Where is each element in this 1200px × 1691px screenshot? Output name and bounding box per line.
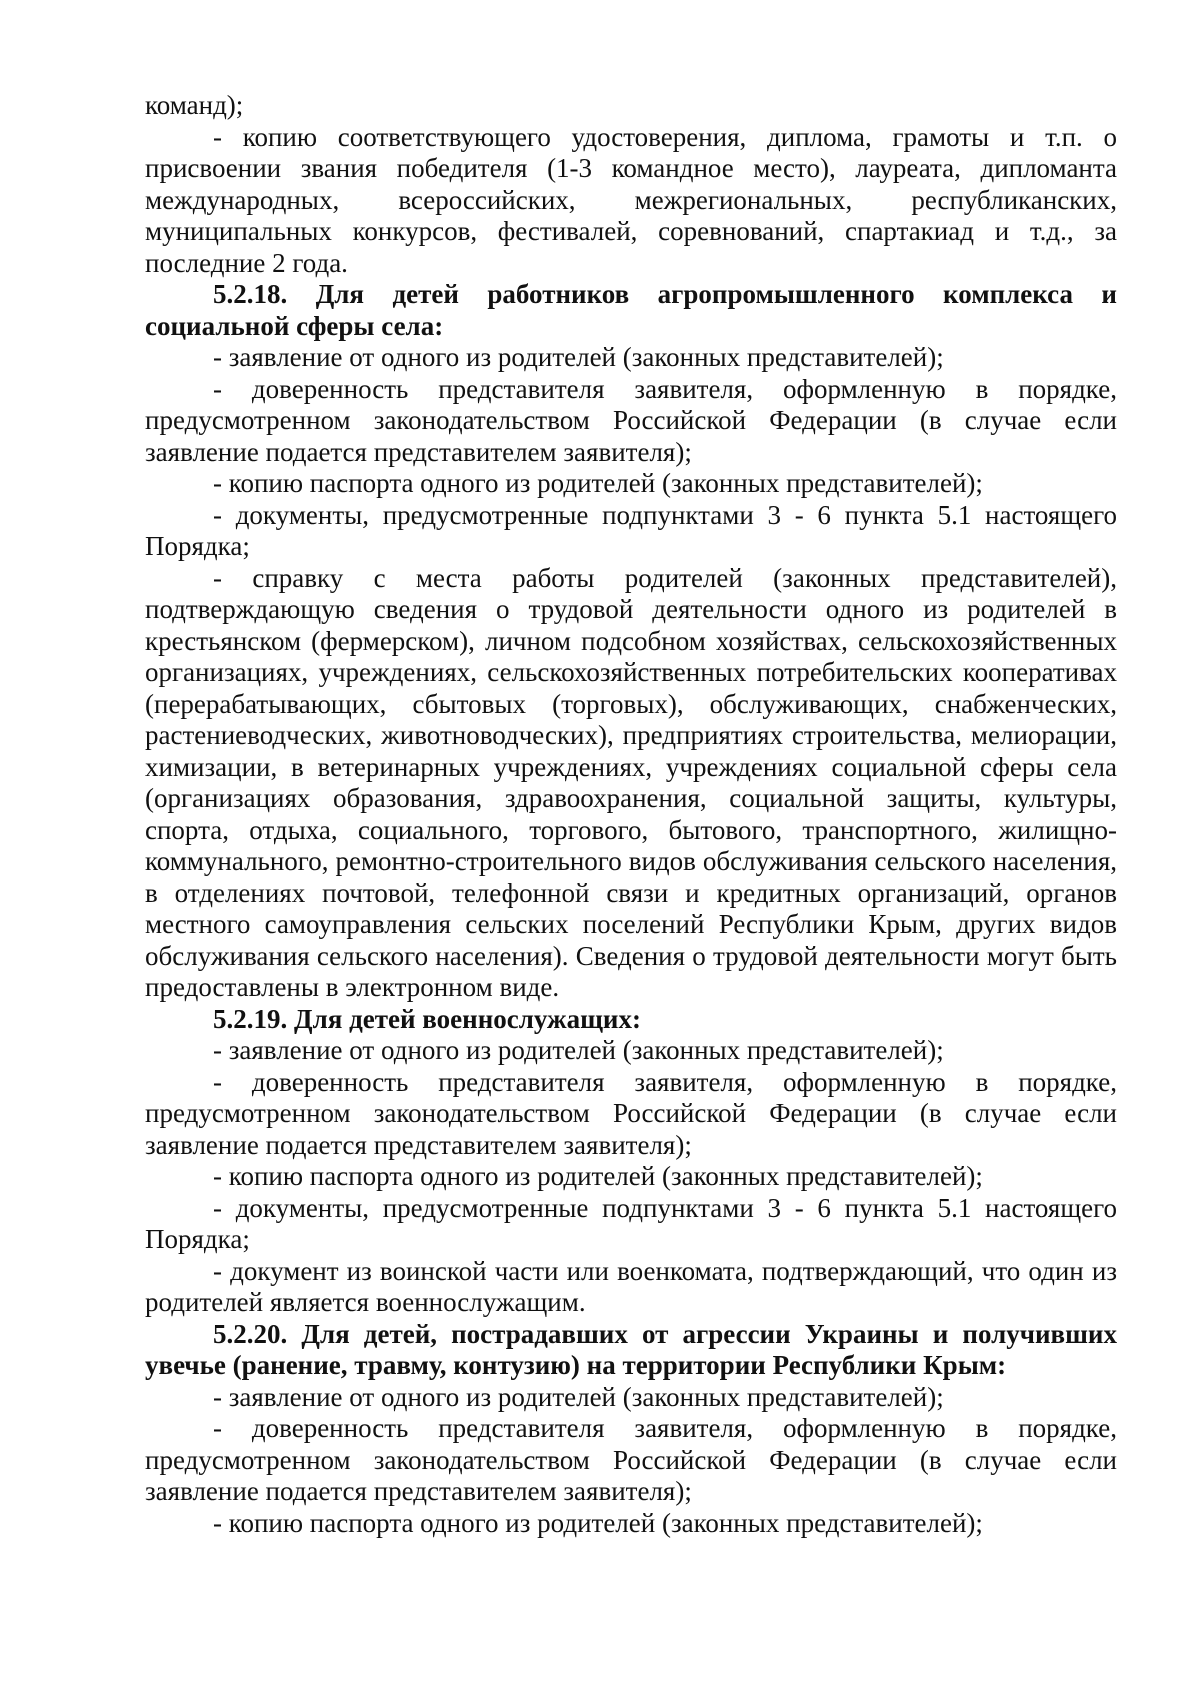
list-item-application: - заявление от одного из родителей (законных представителей); bbox=[213, 1035, 944, 1065]
paragraph-continuation: команд); bbox=[145, 90, 244, 120]
list-item-power-of-attorney: - доверенность представителя заявителя, оформленную в порядке, предусмотренном законодательством Российской Федерации (в случае если заявление подается представителем заявителя); bbox=[145, 1066, 1117, 1160]
list-item-documents: - документы, предусмотренные подпунктами 3 - 6 пункта 5.1 настоящего Порядка; bbox=[145, 499, 1117, 561]
list-item-employment-certificate: - справку с места работы родителей (законных представителей), подтверждающую сведения о трудовой деятельности одного из родителей в крестьянском (фермерском), личном подсобном хозяйствах, сельскохозяйственных организациях, учреждениях, сельскохозяйственных потребительских кооперативах (перерабатывающих, сбытовых (торговых), обслуживающих, снабженческих, растениеводческих, животноводческих), предприятиях строительства, мелиорации, химизации, в ветеринарных учреждениях, учреждениях социальной сферы села (организациях образования, здравоохранения, социальной защиты, культуры, спорта, отдыха, социального, торгового, бытового, транспортного, жилищно-коммунального, ремонтно-строительного видов обслуживания сельского населения, в отделениях почтовой, телефонной связи и кредитных организаций, органов местного самоуправления сельских поселений Республики Крым, других видов обслуживания сельского населения). Сведения о трудовой деятельности могут быть предоставлены в электронном виде. bbox=[145, 562, 1117, 1002]
list-item-application: - заявление от одного из родителей (законных представителей); bbox=[213, 342, 944, 372]
list-item-passport-copy: - копию паспорта одного из родителей (законных представителей); bbox=[213, 468, 983, 498]
list-item-power-of-attorney: - доверенность представителя заявителя, оформленную в порядке, предусмотренном законодательством Российской Федерации (в случае если заявление подается представителем заявителя); bbox=[145, 1413, 1117, 1506]
section-heading-5-2-20: 5.2.20. Для детей, пострадавших от агрессии Украины и получивших увечье (ранение, травму, контузию) на территории Республики Крым: bbox=[145, 1318, 1117, 1380]
list-item-power-of-attorney: - доверенность представителя заявителя, оформленную в порядке, предусмотренном законодательством Российской Федерации (в случае если заявление подается представителем заявителя); bbox=[145, 373, 1117, 467]
paragraph-diploma-copy: - копию соответствующего удостоверения, диплома, грамоты и т.п. о присвоении звания победителя (1-3 командное место), лауреата, дипломанта международных, всероссийских, межрегиональных, республиканских, муниципальных конкурсов, фестивалей, соревнований, спартакиад и т.д., за последние 2 года. bbox=[145, 121, 1117, 278]
list-item-application: - заявление от одного из родителей (законных представителей); bbox=[213, 1381, 944, 1412]
list-item-military-document: - документ из воинской части или военкомата, подтверждающий, что один из родителей является военнослужащим. bbox=[145, 1255, 1117, 1317]
document-page bbox=[145, 90, 1117, 1539]
list-item-passport-copy: - копию паспорта одного из родителей (законных представителей); bbox=[213, 1161, 983, 1191]
section-heading-5-2-19: 5.2.19. Для детей военнослужащих: bbox=[213, 1003, 641, 1034]
list-item-documents: - документы, предусмотренные подпунктами 3 - 6 пункта 5.1 настоящего Порядка; bbox=[145, 1192, 1117, 1254]
list-item-passport-copy: - копию паспорта одного из родителей (законных представителей); bbox=[213, 1507, 983, 1538]
section-heading-5-2-18: 5.2.18. Для детей работников агропромышленного комплекса и социальной сферы села: bbox=[145, 279, 1117, 341]
